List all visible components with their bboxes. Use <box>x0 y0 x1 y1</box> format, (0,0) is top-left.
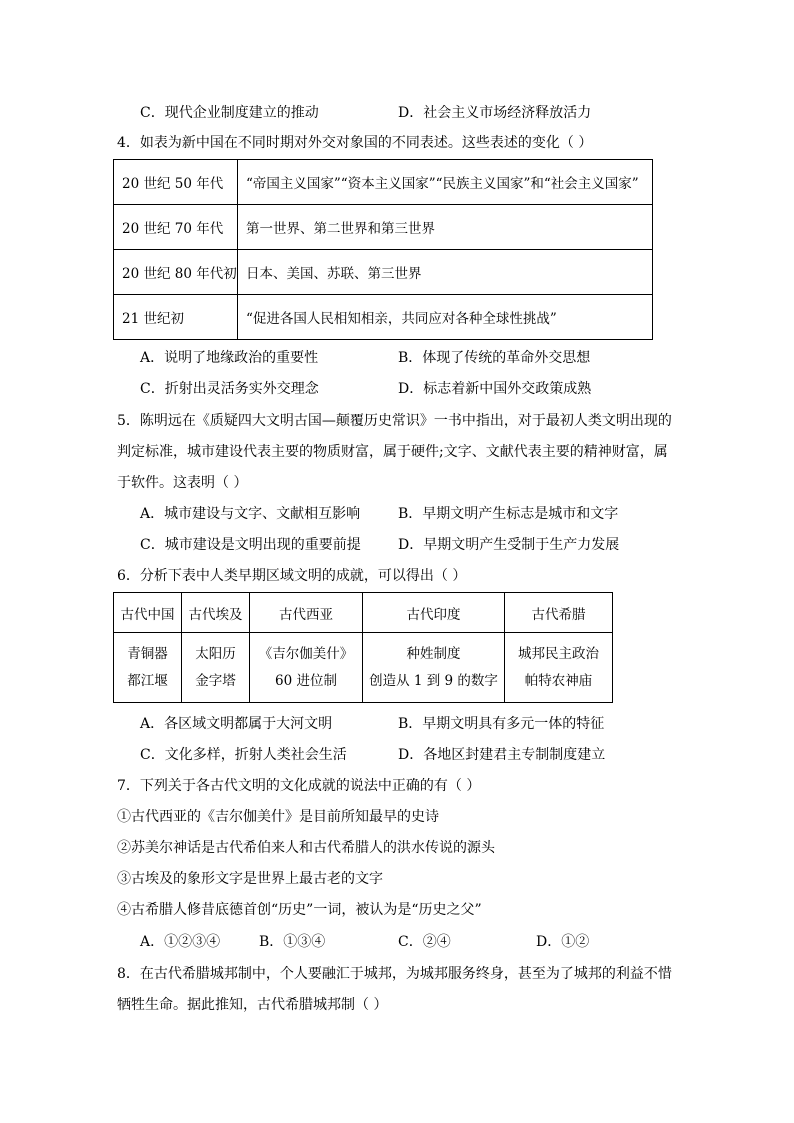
table-cell-period: 20 世纪 50 年代 <box>114 160 238 205</box>
cell-line: 种姓制度 <box>406 645 461 662</box>
table-cell <box>182 633 250 703</box>
q8-line-2: 牺牲生命。据此推知，古代希腊城邦制（ ） <box>117 997 388 1013</box>
table-cell <box>250 633 363 703</box>
table-header-cell: 古代希腊 <box>505 593 613 633</box>
q3-option-d: D．社会主义市场经济释放活力 <box>398 105 592 121</box>
q6-option-c: C．文化多样，折射人类社会生活 <box>140 747 347 763</box>
q5-line-2: 判定标准，城市建设代表主要的物质财富，属于硬件;文字、文献代表主要的精神财富，属 <box>117 444 668 460</box>
q7-stem: 7．下列关于各古代文明的文化成就的说法中正确的有（ ） <box>117 778 481 794</box>
cell-line: 帕特农神庙 <box>524 672 593 689</box>
q4-option-b: B．体现了传统的革命外交思想 <box>398 350 591 366</box>
table-header-row <box>114 593 613 633</box>
cell-line: 太阳历 <box>195 645 236 662</box>
q5-option-d: D．早期文明产生受制于生产力发展 <box>398 537 620 553</box>
table-header-cell: 古代埃及 <box>182 593 250 633</box>
q4-option-c: C．折射出灵活务实外交理念 <box>140 381 319 397</box>
table-cell-text: “促进各国人民相知相亲，共同应对各种全球性挑战” <box>238 295 653 340</box>
q7-item-3: ③古埃及的象形文字是世界上最古老的文字 <box>117 871 383 887</box>
table-cell-period: 20 世纪 70 年代 <box>114 205 238 250</box>
table-row <box>114 250 653 295</box>
table-cell-period: 20 世纪 80 年代初 <box>114 250 238 295</box>
q4-option-a: A．说明了地缘政治的重要性 <box>140 350 319 366</box>
q6-option-d: D．各地区封建君主专制制度建立 <box>398 747 606 763</box>
q6-option-a: A．各区域文明都属于大河文明 <box>140 716 333 732</box>
q4-stem: 4．如表为新中国在不同时期对外交对象国的不同表述。这些表述的变化（ ） <box>117 135 593 151</box>
table-row <box>114 295 653 340</box>
cell-line: 城邦民主政治 <box>518 645 599 662</box>
table-cell-text: “帝国主义国家”“资本主义国家”“民族主义国家”和“社会主义国家” <box>238 160 653 205</box>
table-cell <box>505 633 613 703</box>
table-header-cell: 古代中国 <box>114 593 182 633</box>
q7-option-a: A．①②③④ <box>140 934 221 950</box>
q8-line-1: 8．在古代希腊城邦制中，个人要融汇于城邦，为城邦服务终身，甚至为了城邦的利益不惜 <box>117 966 672 982</box>
q5-option-a: A．城市建设与文字、文献相互影响 <box>140 506 361 522</box>
q7-option-b: B．①③④ <box>259 934 326 950</box>
q5-line-3: 于软件。这表明（ ） <box>117 475 248 491</box>
cell-line: 创造从 1 到 9 的数字 <box>369 672 498 689</box>
cell-line: 《吉尔伽美什》 <box>258 645 354 662</box>
cell-line: 都江堰 <box>127 672 168 689</box>
table-cell-period: 21 世纪初 <box>114 295 238 340</box>
table-cell-text: 日本、美国、苏联、第三世界 <box>238 250 653 295</box>
cell-line: 60 进位制 <box>275 672 337 689</box>
cell-line: 金字塔 <box>195 672 236 689</box>
table-header-cell: 古代西亚 <box>250 593 363 633</box>
table-header-cell: 古代印度 <box>363 593 505 633</box>
q6-stem: 6．分析下表中人类早期区域文明的成就，可以得出（ ） <box>117 568 467 584</box>
q4-option-d: D．标志着新中国外交政策成熟 <box>398 381 592 397</box>
q5-option-b: B．早期文明产生标志是城市和文字 <box>398 506 619 522</box>
q7-item-4: ④古希腊人修昔底德首创“历史”一词，被认为是“历史之父” <box>117 902 482 918</box>
q5-line-1: 5．陈明远在《质疑四大文明古国—颠覆历史常识》一书中指出，对于最初人类文明出现的 <box>117 413 672 429</box>
q3-option-c: C．现代企业制度建立的推动 <box>140 105 319 121</box>
table-row <box>114 160 653 205</box>
q7-option-d: D．①② <box>536 934 590 950</box>
q4-table <box>113 159 653 340</box>
q7-item-1: ①古代西亚的《吉尔伽美什》是目前所知最早的史诗 <box>117 809 439 825</box>
table-cell-text: 第一世界、第二世界和第三世界 <box>238 205 653 250</box>
cell-line: 青铜器 <box>127 645 168 662</box>
q5-option-c: C．城市建设是文明出现的重要前提 <box>140 537 361 553</box>
table-row <box>114 633 613 703</box>
q7-item-2: ②苏美尔神话是古代希伯来人和古代希腊人的洪水传说的源头 <box>117 840 495 856</box>
q6-option-b: B．早期文明具有多元一体的特征 <box>398 716 605 732</box>
table-cell <box>114 633 182 703</box>
q6-table <box>113 592 613 703</box>
q7-option-c: C．②④ <box>398 934 451 950</box>
table-row <box>114 205 653 250</box>
table-cell <box>363 633 505 703</box>
